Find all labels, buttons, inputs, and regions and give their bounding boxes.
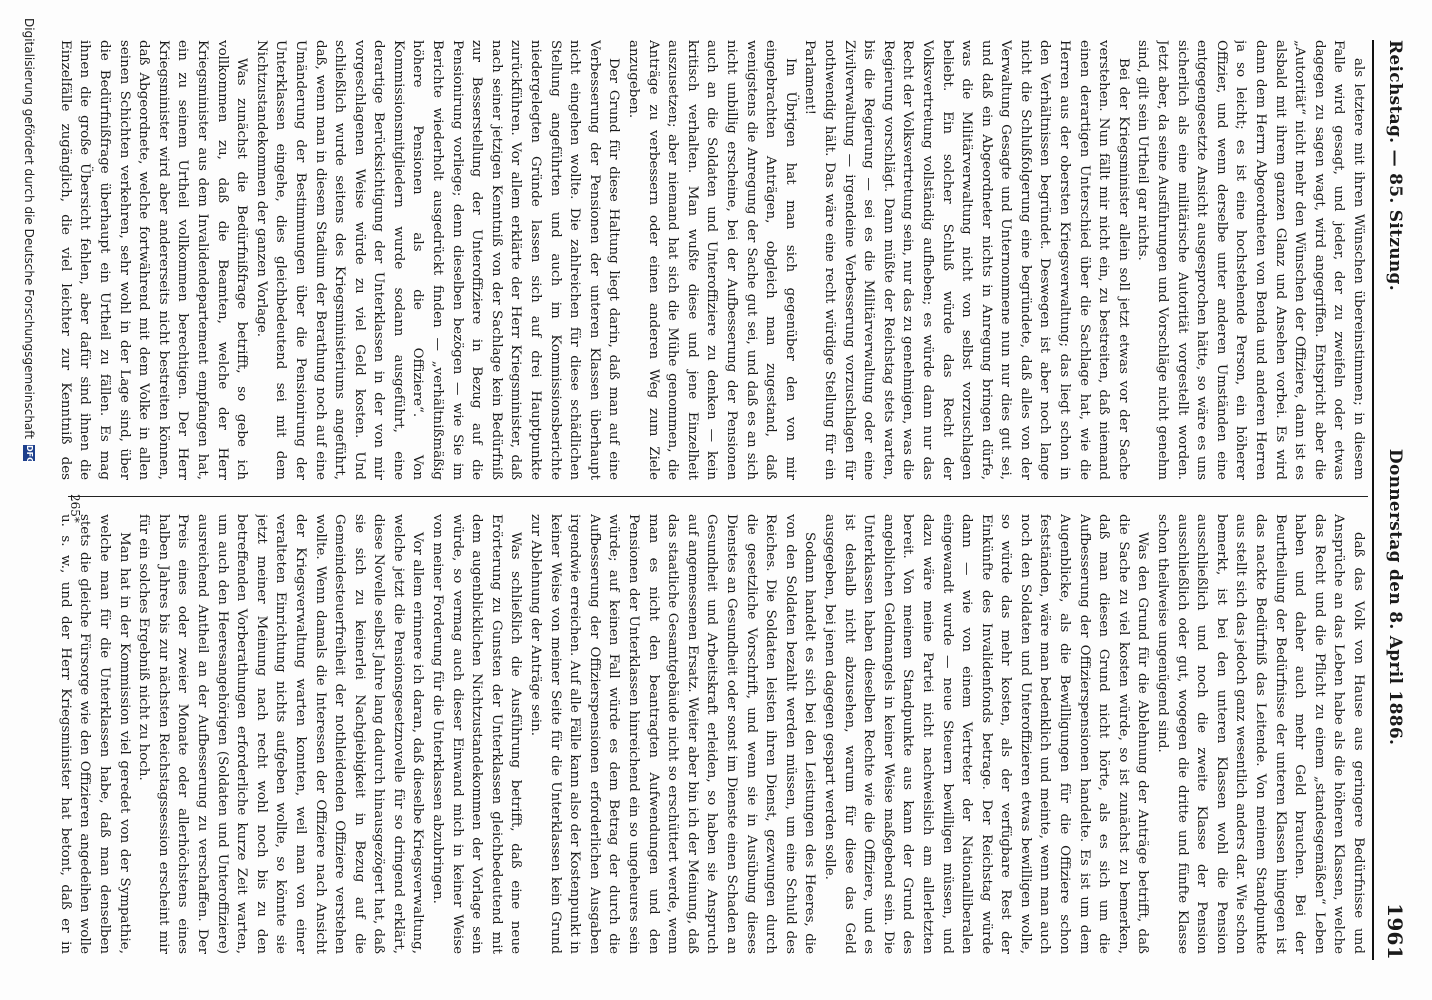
paragraph: Was schließlich die Ausführung betrifft, daß eine neue Erörterung zu Gunsten der Unterklassen gleichbedeutend mit dem augenblicklichen Nichtzustandekommen der Vorlage sein würde, so vermag auch dieser Einwand mich in keiner Weise von meiner Forderung für die Unterklassen abzubringen.: [430, 514, 524, 954]
text-column-right: [56, 514, 1368, 954]
paragraph: Bei der Kriegsminister allein soll jetzt etwas vor der Sache verstehen. Nun fällt mir nicht ein, zu bestreiten, daß niemand einen derartigen Unterschied über die Sachlage hat, wie die Herren aus der obersten Kriegsverwaltung; das liegt schon in den Verhältnissen begründet. Deswegen ist aber noch lange nicht die Schlußfolgerung eine begründete, daß alles von der Verwaltung Gesagte und Unternommene nun nur dies gut sei, und daß ein Abgeordneter nichts in Anregung bringen dürfe, was die Militärverwaltung nicht von selbst vorzuschlagen beliebt. Ein solcher Schluß würde das Recht der Volksvertretung vollständig aufheben; es würde dann nur das Recht der Volksvertretung sein, nur das zu genehmigen, was die Regierung vorschlägt. Dann müßte der Reichstag stets warten, bis die Regierung — sei es die Militärverwaltung oder eine Zivilverwaltung — irgendeine Verbesserung vorzuschlagen für nothwendig hält. Das wäre eine recht würdige Stellung für ein Parlament!: [802, 40, 1131, 480]
paragraph: Vor allem erinnere ich daran, daß dieselbe Kriegsverwaltung, welche jetzt die Pensionsgesetznovelle für so dringend erklärt, diese Novelle selbst Jahre lang dadurch hinausgezögert hat, daß sie sich zu keinerlei Nachgiebigkeit in Bezug auf die Gemeindesteuerfreiheit der nothleidenden Offiziere verstehen wollte. Wenn damals die Interessen der Offiziere nach Ansicht der Kriegsverwaltung warten konnten, weil man von einer veralteten Einrichtung nichts aufgeben wollte, so könnte sie jetzt meiner Meinung nach recht wohl noch bis zu den betreffenden Vorberathungen erforderliche kurze Zeit warten, um auch den Heeresangehörigen (Soldaten und Unteroffiziere) ausreichend Antheil an der Aufbesserung zu verschaffen. Der Preis eines oder zweier Monate oder allerhöchstens eines halben Jahres bis zur nächsten Reichstagssession erscheint mir für ein solches Ergebniß nicht zu hoch.: [136, 514, 426, 954]
header-date: Donnerstag den 8. April 1886.: [1385, 448, 1405, 746]
paragraph: Man hat in der Kommission viel geredet von der Sympathie, welche man für die Unterklassen habe, daß man denselben stets die gleiche Fürsorge wie den Offizieren angedeihen wolle u. s. w., und der Herr Kriegsminister hat betont, daß er in: [57, 514, 132, 954]
header-rule: [1372, 40, 1374, 960]
paragraph: Was zunächst die Bedürfnißfrage betrifft, so gebe ich vollkommen zu, daß die Beamten, welche der Herr Kriegsminister aus dem Invalidendepartement empfangen hat, ein zu seinem Urtheil vollkommen berechtigen. Der Herr Kriegsminister wird aber andererseits nicht bestreiten können, daß Abgeordnete, welche fortwährend mit dem Volke in allen seinen Schichten verkehren, sehr wohl in der Lage sind, über die Bedürfnißfrage überhaupt ein Urtheil zu fällen. Es mag ihnen die große Übersicht fehlen, aber dafür sind ihnen die Einzelfälle zugänglich, die viel leichter zur Kenntniß des: [57, 40, 250, 480]
header-left: Reichstag. — 85. Sitzung.: [1385, 40, 1405, 291]
text-column-left: [56, 40, 1368, 480]
paragraph: Was den Grund für die Ablehnung der Anträge betrifft, daß die Sache zu viel kosten würde, so ist zunächst zu bemerken, daß man diesen Grund nicht hörte, als es sich um die Aufbesserung der Offizierspensionen handelte. Es ist um dem Augenblicke, als die Bewilligungen für die Offiziere schon festständen, wäre man bedenklich und meinte, wenn man auch noch den Soldaten und Unteroffizieren etwas bewilligen wolle, so würde das mehr kosten, als der verfügbare Rest der Einkünfte des Invalidenfonds betrage. Der Reichstag würde dann — wie von einem Vertreter der Nationalliberalen eingewandt wurde — neue Steuern bewilligen müssen, und dazu wäre meine Partei nicht nachweislich am allerletzten bereit. Von meinem Standpunkte aus kann der Grund des angeblichen Geldmangels in keiner Weise maßgebend sein. Die Unterklassen haben dieselben Rechte wie die Offiziere, und es ist deshalb nicht abzusehen, warum für diese das Geld ausgegeben, bei jenen dagegen gespart werden solle.: [821, 514, 1151, 954]
page-number: 1961: [1383, 903, 1407, 960]
paragraph: daß das Volk von Hause aus geringere Bedürfnisse und Ansprüche an das Leben habe als die höheren Klassen, welche das Recht und die Pflicht zu einem „standesgemäßen“ Leben haben und daher auch mehr Geld brauchen. Bei der Beurtheilung der Bedürfnisse der unteren Klassen hingegen ist das nackte Bedürfniß das Leitende. Von meinem Standpunkte aus stellt sich das jedoch ganz wesentlich anders dar. Wie schon bemerkt, ist bei den unteren Klassen wohl die Pension ausschließlich und noch die zweite Klasse der Pension ausschließlich oder gut, wogegen die dritte und fünfte Klasse schon theilweise ungenügend sind.: [1155, 514, 1366, 954]
signature-mark: 265*: [68, 494, 82, 523]
page-header: [1380, 40, 1410, 960]
column-divider: [68, 496, 1368, 497]
paragraph: als letztere mit ihren Wünschen übereinstimmen; in diesem Falle wird gesagt, und jeder, der zu zweifeln oder etwas dagegen zu sagen wagt, wird angegriffen. Entspricht aber die „Autorität“ nicht mehr den Wünschen der Offiziere, dann ist es alsbald mit ihrem ganzen Glanz und Ansehen vorbei. Es wird dann dem Herrn Abgeordneten von Benda und anderen Herren ja so leicht; es ist eine hochstehende Person, ein höherer Offizier, und wenn derselbe unter anderen Umständen eine entgegengesetzte Ansicht ausgesprochen hätte, so wäre es uns sicherlich als eine militärische Autorität vorgestellt worden. Jetzt aber, da seine Ausführungen und Vorschläge nicht genehm sind, gilt sein Urtheil gar nichts.: [1135, 40, 1366, 480]
paragraph: Der Grund für diese Haltung liegt darin, daß man auf eine Verbesserung der Pensionen der unteren Klassen überhaupt nicht eingehen wollte. Die zahlreichen für diese schädlichen Stellung angeführten und auch im Kommissionsberichte niedergelegten Gründe lassen sich auf drei Hauptpunkte zurückführen. Vor allem erklärte der Herr Kriegsminister, daß nach seiner jetzigen Kenntniß von der Sachlage kein Bedürfniß zur Besserstellung der Unteroffiziere in Bezug auf die Pensionirung vorliege; denn dieselben bezögen — wie Sie im Berichte wiederholt ausgedrückt finden — „verhältnißmäßig höhere Pensionen als die Offiziere“. Von Kommissionsmitgliedern wurde sodann ausgeführt, eine derartige Berücksichtigung der Unterklassen in der von mir vorgeschlagenen Weise würde zu viel Geld kosten. Und schließlich wurde seitens des Kriegsministeriums angeführt, daß, wenn man in diesem Stadium der Berathung noch auf eine Umänderung der Bestimmungen über die Pensionirung der Unterklassen eingehe, dies gleichbedeutend sei mit dem Nichtzustandekommen der ganzen Vorlage.: [253, 40, 622, 480]
credit-text: Digitalisierung gefördert durch die Deutsche Forschungsgemeinschaft: [22, 18, 36, 440]
dfg-logo-icon: DFG: [25, 445, 34, 464]
paragraph: Sodann handelt es sich bei den Leistungen des Heeres, die von den Soldaten bezahlt werden müssen, um eine Schuld des Reiches. Die Soldaten leisten ihren Dienst, gezwungen durch die gesetzliche Vorschrift, und wenn sie in Ausübung dieses Dienstes an Gesundheit oder sonst im Dienste einen Schaden an Gesundheit und Arbeitskraft erleiden, so haben sie Anspruch auf angemessenen Ersatz. Weiter aber bin ich der Meinung, daß das staatliche Gesamtgebäude nicht so erschüttert werde, wenn man es nicht den beantragten Aufwendungen und den Pensionen der Unterklassen hinreichend ein so ungeheures sein würde; auf keinen Fall würde es dem Betrag der durch die Aufbesserung der Offizierspensionen erforderlichen Ausgaben irgendwie erreichen. Auf alle Fälle kann also der Kostenpunkt in keiner Weise von meiner Seite für die Unterklassen kein Grund zur Ablehnung der Anträge sein.: [528, 514, 818, 954]
digitization-credit: [22, 18, 36, 998]
paragraph: Im Übrigen hat man sich gegenüber den von mir eingebrachten Anträgen, obgleich man zugestand, daß wenigstens die Anregung der Sache gut sei, und daß es an sich nicht unbillig erscheine, bei der Aufbesserung der Pensionen auch an die Soldaten und Unteroffiziere zu denken — kein kritisch verhalten. Man wußte diese und jene Einzelheit auszusetzen; aber niemand hat sich die Mühe genommen, die Anträge zu verbessern oder einen anderen Weg zum Ziele anzugeben.: [626, 40, 798, 480]
